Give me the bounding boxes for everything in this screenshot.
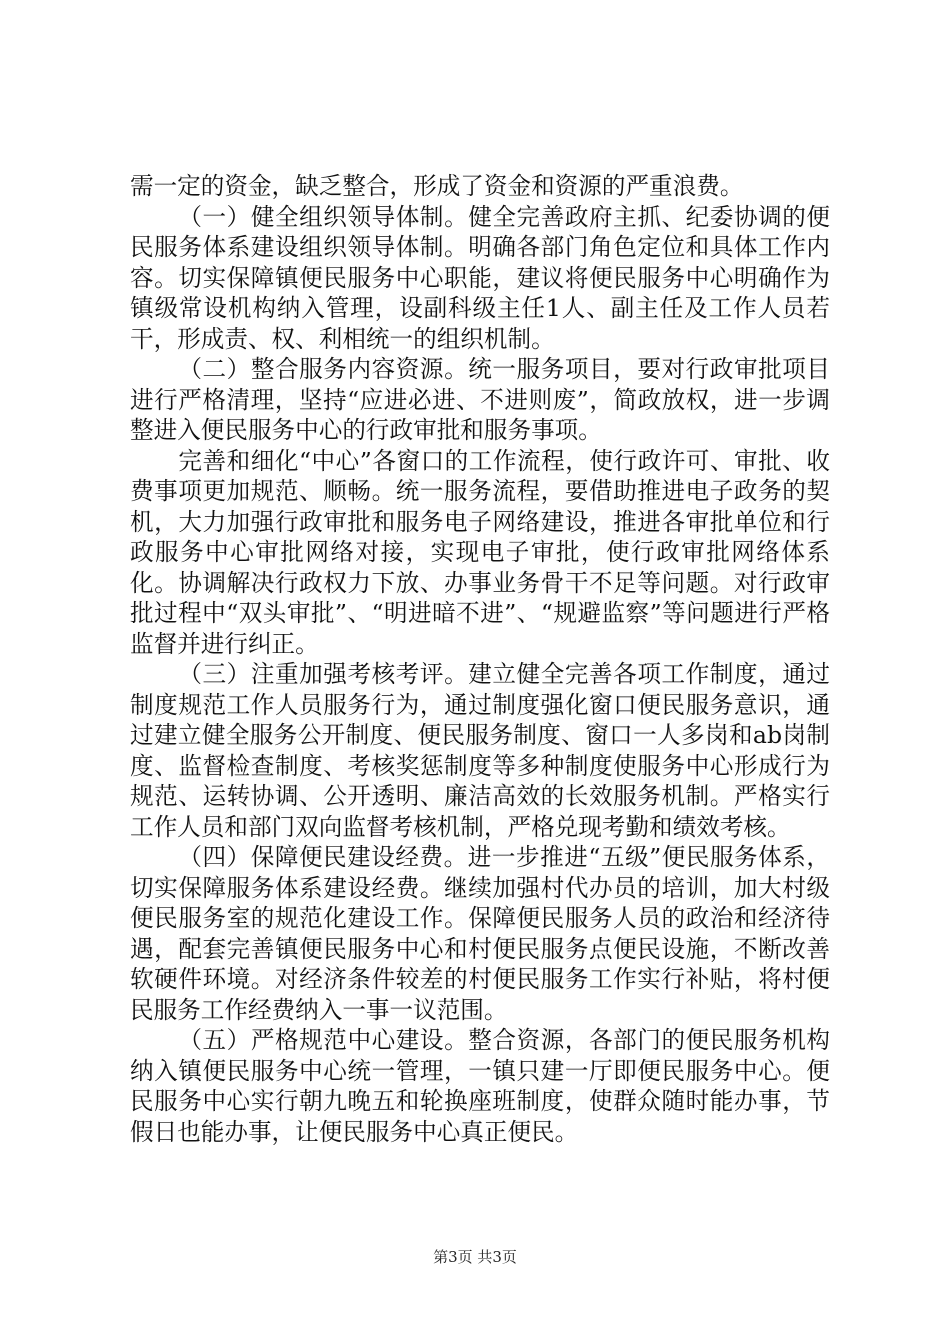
page-number-footer: 第3页 共3页 bbox=[433, 1248, 517, 1266]
paragraph-section-5: （五）严格规范中心建设。整合资源，各部门的便民服务机构纳入镇便民服务中心统一管理，一镇只建一厅即便民服务中心。便民服务中心实行朝九晚五和轮换座班制度，使群众随时能办事，节假日也能办事，让便民服务中心真正便民。 bbox=[130, 1026, 830, 1146]
paragraph-section-1: （一）健全组织领导体制。健全完善政府主抓、纪委协调的便民服务体系建设组织领导体制。明确各部门角色定位和具体工作内容。切实保障镇便民服务中心职能，建议将便民服务中心明确作为镇级常设机构纳入管理，设副科级主任1人、副主任及工作人员若干，形成责、权、利相统一的组织机制。 bbox=[130, 202, 830, 353]
paragraph-section-2: （二）整合服务内容资源。统一服务项目，要对行政审批项目进行严格清理，坚持“应进必进、不进则废”，简政放权，进一步调整进入便民服务中心的行政审批和服务事项。 bbox=[130, 355, 830, 444]
paragraph-section-3: （三）注重加强考核考评。建立健全完善各项工作制度，通过制度规范工作人员服务行为，通过制度强化窗口便民服务意识，通过建立健全服务公开制度、便民服务制度、窗口一人多岗和ab岗制度、监督检查制度、考核奖惩制度等多种制度使服务中心形成行为规范、运转协调、公开透明、廉洁高效的长效服务机制。严格实行工作人员和部门双向监督考核机制，严格兑现考勤和绩效考核。 bbox=[130, 660, 830, 841]
document-body bbox=[130, 171, 830, 1147]
paragraph-continuation: 需一定的资金，缺乏整合，形成了资金和资源的严重浪费。 bbox=[130, 172, 744, 200]
paragraph-section-4: （四）保障便民建设经费。进一步推进“五级”便民服务体系，切实保障服务体系建设经费。继续加强村代办员的培训，加大村级便民服务室的规范化建设工作。保障便民服务人员的政治和经济待遇，配套完善镇便民服务中心和村便民服务点便民设施，不断改善软硬件环境。对经济条件较差的村便民服务工作实行补贴，将村便民服务工作经费纳入一事一议范围。 bbox=[130, 843, 830, 1024]
paragraph-section-2-detail: 完善和细化“中心”各窗口的工作流程，使行政许可、审批、收费事项更加规范、顺畅。统一服务流程，要借助推进电子政务的契机，大力加强行政审批和服务电子网络建设，推进各审批单位和行政服务中心审批网络对接，实现电子审批，使行政审批网络体系化。协调解决行政权力下放、办事业务骨干不足等问题。对行政审批过程中“双头审批”、“明进暗不进”、“规避监察”等问题进行严格监督并进行纠正。 bbox=[130, 446, 830, 658]
